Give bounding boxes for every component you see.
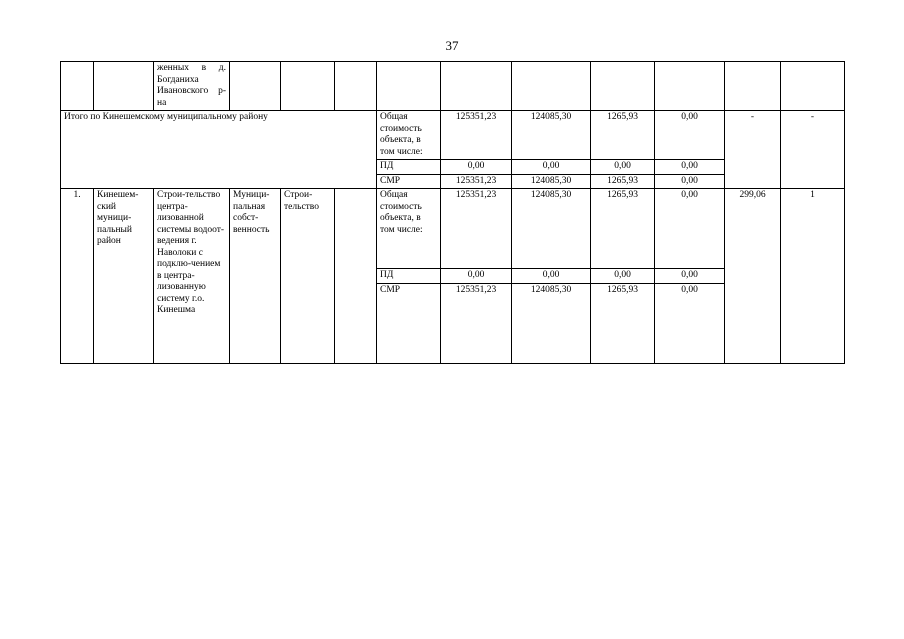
value-cell: 0,00	[512, 160, 591, 175]
ownership-cell: Муници-пальная собст-венность	[230, 189, 281, 364]
cell-empty	[230, 62, 281, 111]
value-cell: 0,00	[512, 269, 591, 284]
cell-empty	[591, 62, 655, 111]
value-cell: 0,00	[655, 160, 725, 175]
value-cell: 1	[781, 189, 845, 364]
value-cell: 1265,93	[591, 189, 655, 269]
cell-empty	[281, 62, 335, 111]
subtotal-row	[61, 111, 845, 160]
value-cell: 0,00	[655, 283, 725, 363]
cell-empty	[61, 62, 94, 111]
value-cell: 0,00	[655, 269, 725, 284]
table-row	[61, 189, 845, 269]
value-cell: 125351,23	[441, 111, 512, 160]
value-cell: 0,00	[655, 111, 725, 160]
cell-empty	[512, 62, 591, 111]
cell-empty	[335, 189, 377, 364]
cell-empty	[94, 62, 154, 111]
value-cell: 124085,30	[512, 174, 591, 189]
table-row	[61, 62, 845, 111]
investment-table	[60, 61, 845, 364]
value-cell: 299,06	[725, 189, 781, 364]
value-cell: 125351,23	[441, 174, 512, 189]
value-cell: 1265,93	[591, 174, 655, 189]
value-cell: 0,00	[441, 269, 512, 284]
cost-item-cell: СМР	[377, 283, 441, 363]
municipality-cell: Кинешем-ский муници-пальный район	[94, 189, 154, 364]
subtotal-label: Итого по Кинешемскому муниципальному району	[61, 111, 377, 189]
object-name-cell: Строи-тельство центра-лизованной системы водоот-ведения г. Наволоки с подклю-чением в центра-лизованную систему г.о. Кинешма	[154, 189, 230, 364]
value-cell: -	[725, 111, 781, 189]
object-name-cell: женных в д. Богданиха Ивановского р-на	[154, 62, 230, 111]
cost-item-cell: Общая стоимость объекта, в том числе:	[377, 111, 441, 160]
value-cell: 125351,23	[441, 283, 512, 363]
value-cell: 0,00	[591, 160, 655, 175]
work-type-cell: Строи-тельство	[281, 189, 335, 364]
cost-item-cell: ПД	[377, 269, 441, 284]
page-number: 37	[445, 38, 459, 53]
cost-item-cell: СМР	[377, 174, 441, 189]
value-cell: 0,00	[591, 269, 655, 284]
value-cell: 1265,93	[591, 283, 655, 363]
cost-item-cell: ПД	[377, 160, 441, 175]
cell-empty	[725, 62, 781, 111]
cell-empty	[655, 62, 725, 111]
value-cell: 124085,30	[512, 111, 591, 160]
cell-empty	[441, 62, 512, 111]
row-number: 1.	[61, 189, 94, 364]
cell-empty	[781, 62, 845, 111]
cell-empty	[335, 62, 377, 111]
value-cell: 0,00	[655, 189, 725, 269]
value-cell: 124085,30	[512, 283, 591, 363]
value-cell: 1265,93	[591, 111, 655, 160]
cell-empty	[377, 62, 441, 111]
value-cell: 0,00	[655, 174, 725, 189]
cost-item-cell: Общая стоимость объекта, в том числе:	[377, 189, 441, 269]
value-cell: -	[781, 111, 845, 189]
value-cell: 124085,30	[512, 189, 591, 269]
value-cell: 125351,23	[441, 189, 512, 269]
value-cell: 0,00	[441, 160, 512, 175]
